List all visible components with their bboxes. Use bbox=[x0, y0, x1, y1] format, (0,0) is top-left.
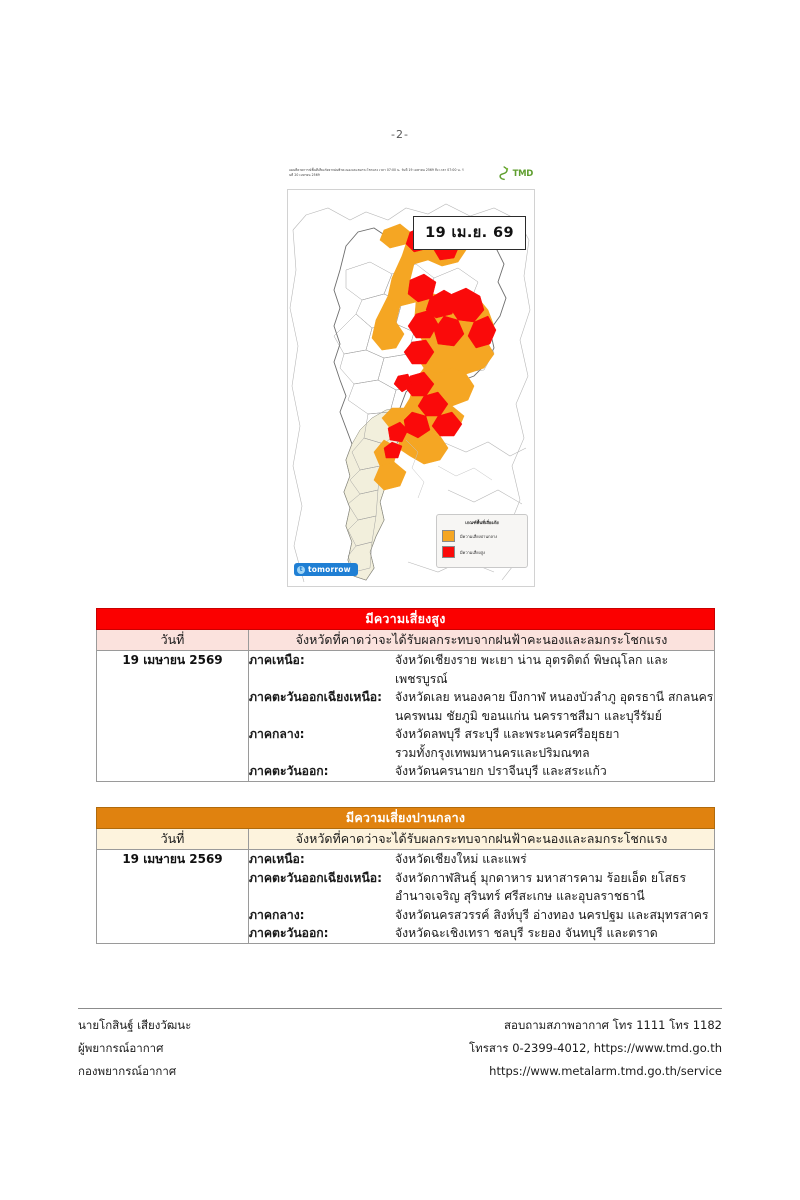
footer-phone-line: สอบถามสภาพอากาศ โทร 1111 โทร 1182 bbox=[504, 1018, 722, 1032]
legend-swatch-moderate bbox=[442, 530, 455, 542]
map-legend bbox=[436, 514, 528, 568]
region-northeast bbox=[249, 688, 714, 707]
footer-department: กองพยากรณ์อากาศ bbox=[78, 1064, 177, 1078]
tmd-logo bbox=[497, 166, 533, 181]
legend-item-moderate bbox=[442, 530, 522, 542]
legend-title: เกณฑ์พื้นที่เสี่ยงภัย bbox=[465, 520, 499, 525]
table-header-row bbox=[97, 829, 715, 850]
region-central bbox=[249, 906, 714, 925]
cell-date: 19 เมษายน 2569 bbox=[97, 850, 249, 944]
tmd-swirl-icon bbox=[497, 166, 510, 181]
region-values-northeast: จังหวัดเลย หนองคาย บึงกาฬ หนองบัวลำภู อุดรธานี สกลนคร bbox=[395, 690, 714, 704]
tmd-logo-text: TMD bbox=[512, 168, 533, 179]
footer-officer-title: ผู้พยากรณ์อากาศ bbox=[78, 1041, 164, 1055]
region-values-east: จังหวัดฉะเชิงเทรา ชลบุรี ระยอง จันทบุรี และตราด bbox=[395, 926, 658, 940]
region-label-northeast: ภาคตะวันออกเฉียงเหนือ: bbox=[249, 870, 382, 885]
table-row bbox=[97, 651, 715, 782]
table-header-row bbox=[97, 630, 715, 651]
footer-service-url: https://www.metalarm.tmd.go.th/service bbox=[489, 1064, 722, 1078]
footer-divider bbox=[78, 1008, 722, 1009]
column-header-provinces: จังหวัดที่คาดว่าจะได้รับผลกระทบจากฝนฟ้าคะนองและลมกระโชกแรง bbox=[249, 630, 715, 651]
legend-swatch-high bbox=[442, 546, 455, 558]
region-values-north: จังหวัดเชียงราย พะเยา น่าน อุตรดิตถ์ พิษณุโลก และเพชรบูรณ์ bbox=[395, 653, 669, 686]
region-label-north: ภาคเหนือ: bbox=[249, 653, 305, 667]
region-values-northeast-line2: อำนาจเจริญ สุรินทร์ ศรีสะเกษ และอุบลราชธานี bbox=[395, 889, 645, 903]
risk-map bbox=[287, 165, 535, 590]
footer-fax-website-line: โทรสาร 0-2399-4012, https://www.tmd.go.th bbox=[469, 1041, 722, 1055]
table-title-row bbox=[97, 609, 715, 630]
column-header-date: วันที่ bbox=[97, 630, 249, 651]
region-north bbox=[249, 651, 714, 688]
legend-label-moderate: มีความเสี่ยงปานกลาง bbox=[460, 533, 498, 539]
footer-contact-block bbox=[469, 1014, 722, 1083]
table-title-row bbox=[97, 808, 715, 829]
region-values-central: จังหวัดนครสวรรค์ สิงห์บุรี อ่างทอง นครปฐม และสมุทรสาคร bbox=[395, 907, 709, 922]
region-east bbox=[249, 762, 714, 781]
region-east bbox=[249, 924, 714, 943]
cell-date: 19 เมษายน 2569 bbox=[97, 651, 249, 782]
high-risk-table bbox=[96, 608, 715, 782]
tomorrow-attribution-badge bbox=[294, 563, 358, 576]
map-date-badge: 19 เม.ย. 69 bbox=[413, 216, 526, 250]
map-header bbox=[287, 165, 535, 189]
cell-provinces bbox=[249, 651, 715, 782]
region-values-east: จังหวัดนครนายก ปราจีนบุรี และสระแก้ว bbox=[395, 764, 607, 778]
region-label-central: ภาคกลาง: bbox=[249, 727, 305, 741]
map-canvas bbox=[287, 189, 535, 587]
legend-item-high bbox=[442, 546, 522, 558]
footer-signature-block bbox=[78, 1014, 191, 1083]
column-header-provinces: จังหวัดที่คาดว่าจะได้รับผลกระทบจากฝนฟ้าคะนองและลมกระโชกแรง bbox=[249, 829, 715, 850]
map-header-text: แผนที่คาดการณ์พื้นที่เสี่ยงภัยจากฝนฟ้าคะนองและลมกระโชกแรง เวลา 07:00 น. วันที่ 19 เมษายน 2569 ถึง เวลา 07:00 น. วันที่ 20 เมษายน 2569 bbox=[289, 168, 464, 177]
cell-provinces bbox=[249, 850, 715, 944]
region-label-central: ภาคกลาง: bbox=[249, 907, 305, 922]
moderate-risk-table bbox=[96, 807, 715, 944]
legend-label-high: มีความเสี่ยงสูง bbox=[460, 549, 485, 555]
region-values-north: จังหวัดเชียงใหม่ และแพร่ bbox=[395, 852, 527, 866]
region-values-central: จังหวัดลพบุรี สระบุรี และพระนครศรีอยุธยา bbox=[395, 727, 620, 741]
region-north bbox=[249, 850, 714, 869]
tomorrow-logo-icon: t bbox=[297, 566, 305, 574]
page-footer bbox=[78, 1014, 722, 1083]
region-northeast bbox=[249, 869, 714, 888]
footer-officer-name: นายโกสินฐ์ เสียงวัฒนะ bbox=[78, 1018, 192, 1032]
region-central bbox=[249, 725, 714, 744]
region-label-east: ภาคตะวันออก: bbox=[249, 926, 329, 940]
region-values-northeast-line2: นครพนม ชัยภูมิ ขอนแก่น นครราชสีมา และบุรีรัมย์ bbox=[395, 708, 662, 723]
region-values-northeast: จังหวัดกาฬสินธุ์ มุกดาหาร มหาสารคาม ร้อยเอ็ด ยโสธร bbox=[395, 870, 687, 885]
page-number: -2- bbox=[391, 128, 409, 141]
region-label-northeast: ภาคตะวันออกเฉียงเหนือ: bbox=[249, 690, 382, 704]
tomorrow-label: tomorrow bbox=[308, 565, 351, 574]
column-header-date: วันที่ bbox=[97, 829, 249, 850]
high-risk-title: มีความเสี่ยงสูง bbox=[97, 609, 715, 630]
region-label-north: ภาคเหนือ: bbox=[249, 852, 305, 866]
table-row bbox=[97, 850, 715, 944]
region-values-central-line2: รวมทั้งกรุงเทพมหานครและปริมณฑล bbox=[395, 745, 590, 760]
region-label-east: ภาคตะวันออก: bbox=[249, 764, 329, 778]
moderate-risk-title: มีความเสี่ยงปานกลาง bbox=[97, 808, 715, 829]
